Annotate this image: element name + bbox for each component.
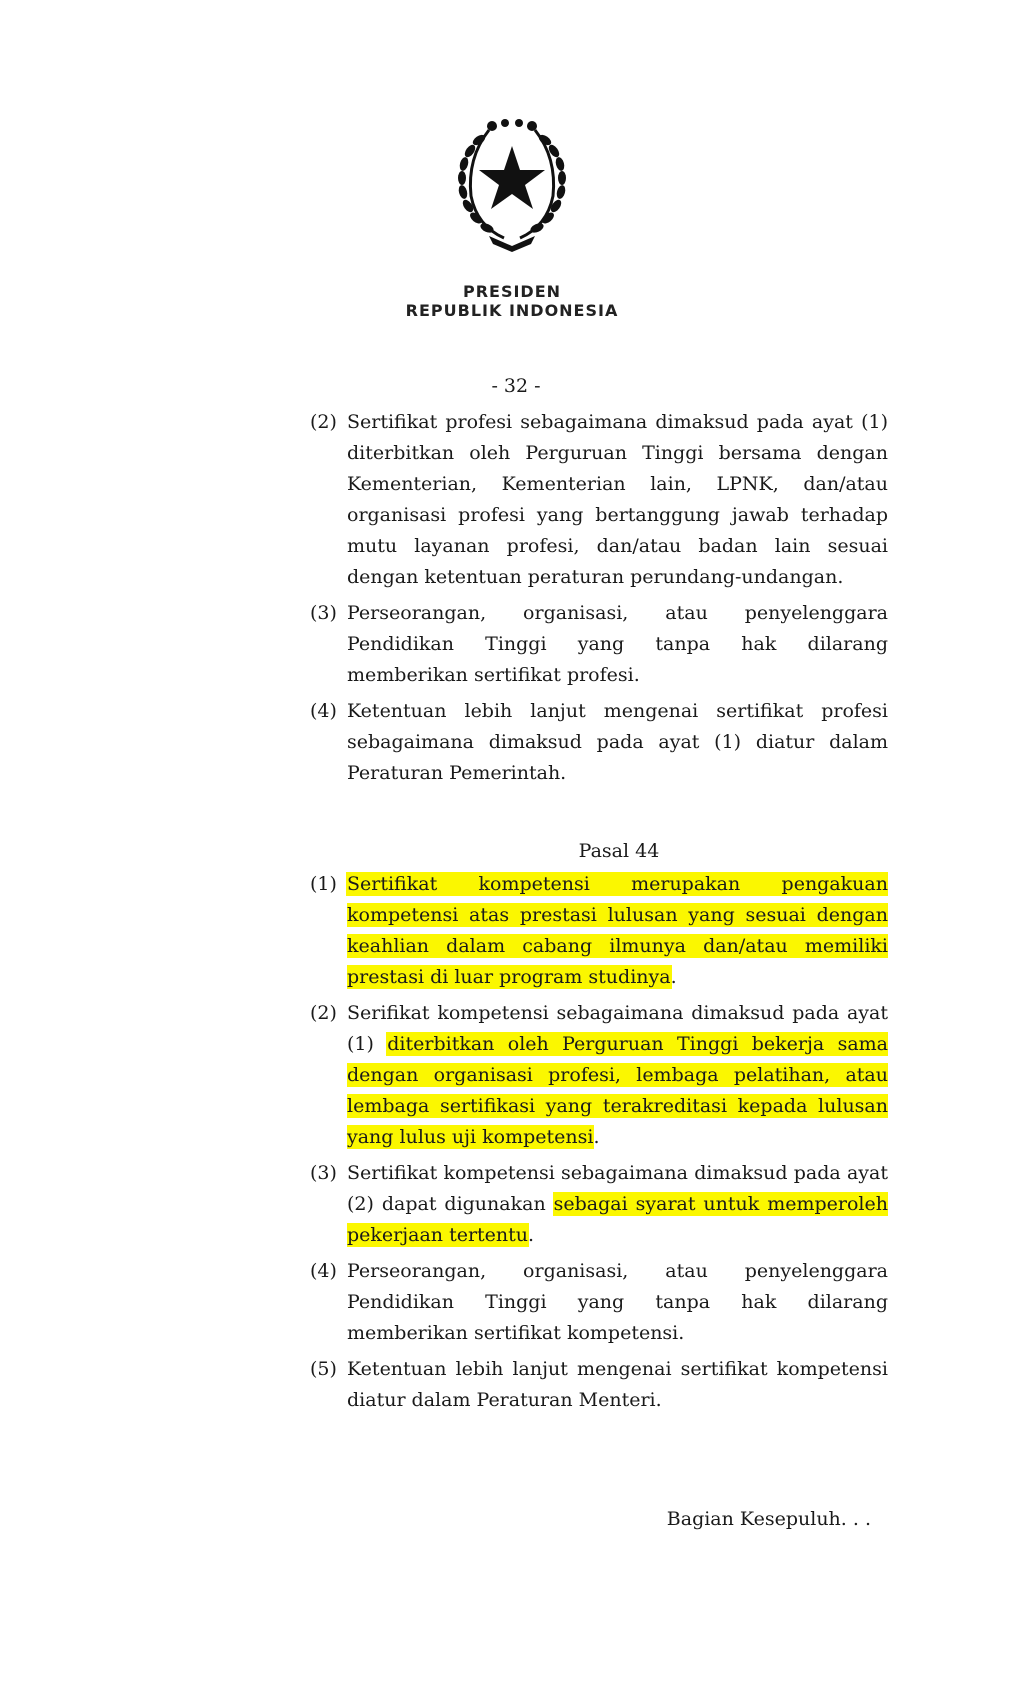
item-number: (4): [310, 1260, 337, 1282]
highlighted-text: diterbitkan oleh Perguruan Tinggi bekerja sama dengan organisasi profesi, lembaga pelatihan, atau lembaga sertifikasi yang terakreditasi kepada lulusan yang lulus uji kompetensi: [347, 1033, 888, 1148]
item-text: [347, 407, 888, 593]
item-text: [347, 1158, 888, 1251]
item-number: (1): [310, 873, 337, 895]
item-text: [347, 998, 888, 1153]
item-number: (2): [310, 1002, 337, 1024]
item-text: [347, 598, 888, 691]
header-presiden: PRESIDEN: [462, 282, 562, 301]
document-body: [310, 407, 888, 1421]
text-segment: .: [593, 1126, 600, 1148]
text-segment: Perseorangan, organisasi, atau penyelenggara Pendidikan Tinggi yang tanpa hak dilarang memberikan sertifikat kompetensi.: [347, 1260, 888, 1344]
text-segment: Ketentuan lebih lanjut mengenai sertifikat kompetensi diatur dalam Peraturan Menteri.: [347, 1358, 888, 1411]
item-text: [347, 1354, 888, 1416]
next-section-reference: Bagian Kesepuluh. . .: [666, 1508, 871, 1530]
list-item: [310, 1158, 888, 1251]
article-43-continuation: [310, 407, 888, 789]
text-segment: .: [528, 1224, 535, 1246]
text-segment: Perseorangan, organisasi, atau penyelenggara Pendidikan Tinggi yang tanpa hak dilarang memberikan sertifikat profesi.: [347, 602, 888, 686]
list-item: [310, 598, 888, 691]
text-segment: Serifikat kompetensi sebagaimana dimaksud pada ayat (1): [347, 1002, 888, 1055]
text-segment: .: [670, 966, 677, 988]
item-text: [347, 1256, 888, 1349]
list-item: [310, 998, 888, 1153]
text-segment: Sertifikat profesi sebagaimana dimaksud pada ayat (1) diterbitkan oleh Perguruan Tinggi bersama dengan Kementerian, Kementerian lain, LPNK, dan/atau organisasi profesi yang bertanggung jawab terhadap mutu layanan profesi, dan/atau badan lain sesuai dengan ketentuan peraturan perundang-undangan.: [347, 411, 888, 588]
highlighted-text: Sertifikat kompetensi merupakan pengakuan kompetensi atas prestasi lulusan yang sesuai dengan keahlian dalam cabang ilmunya dan/atau memiliki prestasi di luar program studinya: [347, 873, 888, 988]
list-item: [310, 869, 888, 993]
header-republik-indonesia: REPUBLIK INDONESIA: [405, 301, 619, 320]
pasal-title: Pasal 44: [578, 840, 660, 862]
item-number: (2): [310, 411, 337, 433]
item-number: (3): [310, 602, 337, 624]
item-number: (4): [310, 700, 337, 722]
list-item: [310, 696, 888, 789]
page-number: - 32 -: [491, 375, 541, 397]
item-text: [347, 696, 888, 789]
item-text: [347, 869, 888, 993]
presidential-emblem-icon: [449, 118, 575, 254]
list-item: [310, 1354, 888, 1416]
item-number: (5): [310, 1358, 337, 1380]
article-44-items: [310, 869, 888, 1416]
highlighted-text: sebagai syarat untuk memperoleh pekerjaan tertentu: [347, 1193, 888, 1246]
list-item: [310, 407, 888, 593]
text-segment: Ketentuan lebih lanjut mengenai sertifikat profesi sebagaimana dimaksud pada ayat (1) diatur dalam Peraturan Pemerintah.: [347, 700, 888, 784]
text-segment: Sertifikat kompetensi sebagaimana dimaksud pada ayat (2) dapat digunakan: [347, 1162, 888, 1215]
list-item: [310, 1256, 888, 1349]
item-number: (3): [310, 1162, 337, 1184]
